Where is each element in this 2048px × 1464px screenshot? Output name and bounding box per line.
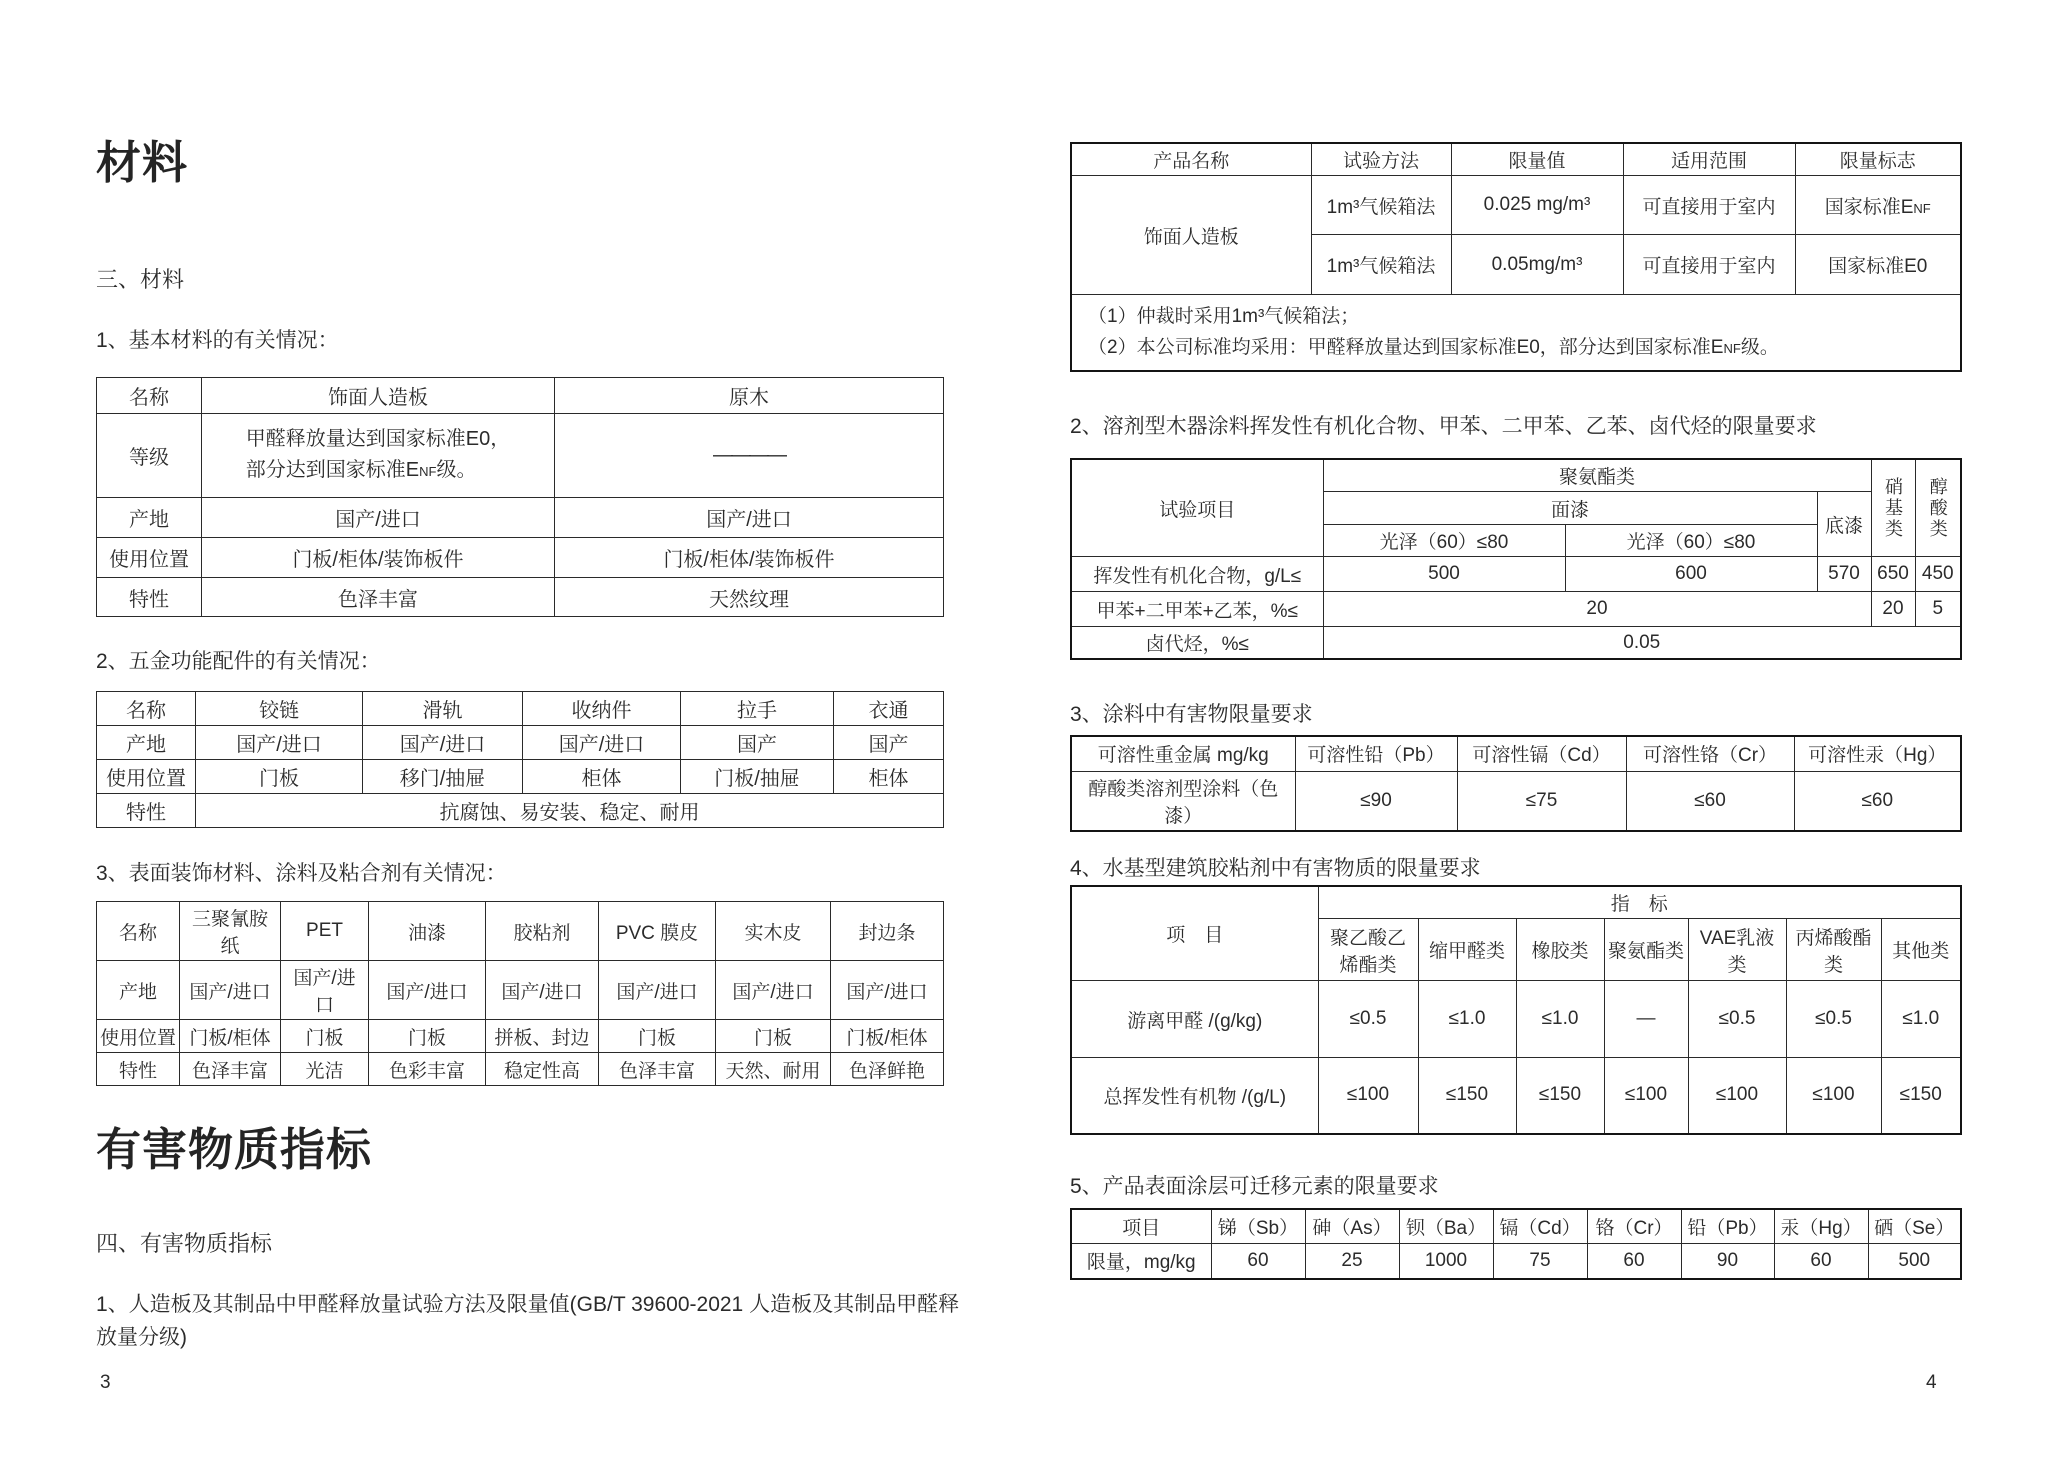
note-1-text: （1）仲裁时采用1m³气候箱法； [1088,306,1360,327]
table-cell: 聚乙酸乙烯酯类 [1318,919,1418,981]
table-cell: 项 目 [1071,886,1318,981]
table-cell: 底漆 [1817,492,1871,557]
table-cell: 25 [1305,1243,1399,1279]
table-cell: 0.025 mg/m³ [1451,176,1623,235]
table-row [1071,981,1961,1058]
table-cell: 可溶性重金属 mg/kg [1071,736,1295,771]
table-cell: 特性 [97,1053,180,1086]
table-cell: 门板 [716,1020,831,1053]
table-row [97,794,944,828]
table-cell: 砷（As） [1305,1209,1399,1243]
table-cell: 三聚氰胺纸 [180,902,281,961]
mark-text: 国家标准E [1824,196,1914,218]
grade-line2: 部分达到国家标准E [245,459,420,481]
table-cell: 0.05 [1323,627,1961,660]
table-cell: 聚氨酯类 [1604,919,1688,981]
table-cell: 限量标志 [1795,143,1961,176]
table-cell: 使用位置 [97,760,196,794]
table-row [1071,736,1961,771]
table-cell: 门板/柜体 [831,1020,944,1053]
page-number-right: 4 [1926,1372,1937,1393]
table-cell: ≤1.0 [1881,981,1961,1058]
table-cell: 国产/进口 [486,961,599,1020]
table-cell: 柜体 [834,760,944,794]
paragraph-formaldehyde-standard: 1、人造板及其制品中甲醛释放量试验方法及限量值(GB/T 39600-2021 人造板及其制品甲醛释放量分级) [96,1293,960,1349]
item-heading-solvent-voc: 2、溶剂型木器涂料挥发性有机化合物、甲苯、二甲苯、乙苯、卤代烃的限量要求 [1070,415,1817,438]
table-cell: 产地 [97,498,202,538]
table-cell: 汞（Hg） [1774,1209,1868,1243]
grade-line2-end: 级。 [436,459,477,481]
table-cell: 封边条 [831,902,944,961]
formaldehyde-limit-table [1070,142,1962,372]
table-row [1071,295,1961,372]
table-cell: 60 [1587,1243,1681,1279]
table-cell: 硒（Se） [1868,1209,1961,1243]
table-cell: 色泽丰富 [599,1053,716,1086]
table-cell: 挥发性有机化合物，g/L≤ [1071,557,1323,592]
table-row [97,760,944,794]
table-cell: ≤75 [1457,771,1626,831]
table-cell: 可溶性镉（Cd） [1457,736,1626,771]
table-cell [1871,459,1915,557]
table-cell: 饰面人造板 [1071,176,1311,295]
table-cell: 饰面人造板 [202,378,555,414]
table-cell: ≤60 [1794,771,1961,831]
table-row [97,902,944,961]
dash-placeholder: ———— [713,444,785,466]
table-cell: 国产/进口 [202,498,555,538]
table-cell: 限量，mg/kg [1071,1243,1211,1279]
table-cell: ≤150 [1418,1058,1516,1134]
item-heading-adhesive: 4、水基型建筑胶粘剂中有害物质的限量要求 [1070,857,1481,880]
table-cell: 门板 [369,1020,486,1053]
table-cell: 光洁 [281,1053,369,1086]
table-cell: ≤1.0 [1516,981,1604,1058]
table-cell: ≤90 [1295,771,1457,831]
table-row [97,961,944,1020]
table-cell: 移门/抽屉 [363,760,523,794]
table-cell: 等级 [97,414,202,498]
table-row [97,498,944,538]
table-cell: PET [281,902,369,961]
table-cell: 产品名称 [1071,143,1311,176]
table-row [1071,1058,1961,1134]
page-title-materials: 材料 [96,137,189,188]
item-heading-coating-limits: 3、涂料中有害物限量要求 [1070,703,1313,726]
table-row [1071,886,1961,919]
table-cell: 名称 [97,902,180,961]
mark-subscript: NF [1913,200,1931,216]
table-cell: 其他类 [1881,919,1961,981]
table-cell: 国产/进口 [716,961,831,1020]
table-cell: 门板/柜体 [180,1020,281,1053]
table-cell: 产地 [97,961,180,1020]
table-cell [1915,459,1961,557]
table-row [1071,592,1961,627]
table-cell: 500 [1323,557,1565,592]
table-cell: 75 [1493,1243,1587,1279]
table-cell: 拉手 [681,692,834,726]
table-cell: 实木皮 [716,902,831,961]
table-cell: 可直接用于室内 [1623,176,1795,235]
table-cell: 门板/柜体/装饰板件 [555,538,944,578]
table-cell [202,414,555,498]
grade-line1: 甲醛释放量达到国家标准E0， [245,428,511,450]
note-2-end: 级。 [1740,337,1779,358]
table-row [97,692,944,726]
table-cell: 1000 [1399,1243,1493,1279]
table-cell: 铬（Cr） [1587,1209,1681,1243]
note-2-subscript: NF [1723,341,1741,356]
page-number-left: 3 [100,1372,111,1393]
table-cell: 使用位置 [97,1020,180,1053]
element-limit-table [1070,1208,1962,1280]
table-cell: ≤0.5 [1688,981,1786,1058]
table-cell: 项目 [1071,1209,1211,1243]
note-2-text: （2）本公司标准均采用：甲醛释放量达到国家标准E0，部分达到国家标准E [1088,337,1724,358]
table-cell: 国产/进口 [363,726,523,760]
table-cell: 570 [1817,557,1871,592]
table-cell: 国产/进口 [196,726,363,760]
vertical-label-nitro: 硝基类 [1883,476,1903,540]
table-cell: 柜体 [523,760,681,794]
table-cell: ≤150 [1516,1058,1604,1134]
item-heading-hardware: 2、五金功能配件的有关情况： [96,650,381,673]
table-row [97,538,944,578]
table-cell: 国产 [681,726,834,760]
table-cell: 可溶性铬（Cr） [1626,736,1794,771]
grade-subscript: NF [419,464,437,479]
table-cell: 铰链 [196,692,363,726]
table-cell: 天然纹理 [555,578,944,617]
table-cell: ≤100 [1318,1058,1418,1134]
table-row [1071,176,1961,235]
hardware-table [96,691,944,828]
table-cell: ≤150 [1881,1058,1961,1134]
table-cell: 胶粘剂 [486,902,599,961]
table-cell: 5 [1915,592,1961,627]
table-cell: 门板 [281,1020,369,1053]
table-cell: 门板 [599,1020,716,1053]
table-cell: 60 [1211,1243,1305,1279]
table-cell: 缩甲醛类 [1418,919,1516,981]
table-cell: 色泽鲜艳 [831,1053,944,1086]
table-cell: 国产/进口 [523,726,681,760]
table-cell: 油漆 [369,902,486,961]
table-cell: 面漆 [1323,492,1817,525]
table-row [1071,627,1961,660]
table-cell [1795,176,1961,235]
table-cell: 可溶性汞（Hg） [1794,736,1961,771]
table-cell: 500 [1868,1243,1961,1279]
table-notes-cell [1071,295,1961,372]
vertical-label-alkyd: 醇酸类 [1927,476,1948,540]
page-title-harmful-substances: 有害物质指标 [96,1124,373,1175]
table-cell: 收纳件 [523,692,681,726]
table-cell: 0.05mg/m³ [1451,235,1623,295]
table-cell: 指 标 [1318,886,1961,919]
table-cell: 色彩丰富 [369,1053,486,1086]
table-row [1071,143,1961,176]
table-cell: 限量值 [1451,143,1623,176]
table-cell: 国家标准E0 [1795,235,1961,295]
table-cell: 试验方法 [1311,143,1451,176]
table-cell: ≤100 [1688,1058,1786,1134]
table-cell: PVC 膜皮 [599,902,716,961]
table-cell: 色泽丰富 [180,1053,281,1086]
item-heading-migratable-elements: 5、产品表面涂层可迁移元素的限量要求 [1070,1175,1439,1198]
table-cell: 门板/柜体/装饰板件 [202,538,555,578]
table-cell [555,414,944,498]
table-cell: 天然、耐用 [716,1053,831,1086]
section-heading-materials: 三、材料 [96,267,185,292]
table-cell: 450 [1915,557,1961,592]
table-cell: 抗腐蚀、易安装、稳定、耐用 [196,794,944,828]
table-cell: 拼板、封边 [486,1020,599,1053]
table-cell: 60 [1774,1243,1868,1279]
basic-materials-table [96,377,944,617]
item-heading-basic-materials: 1、基本材料的有关情况： [96,329,339,352]
table-row [1071,557,1961,592]
table-cell: ≤100 [1604,1058,1688,1134]
table-cell: 适用范围 [1623,143,1795,176]
note-line-2 [1088,332,1950,364]
table-cell: 游离甲醛 /(g/kg) [1071,981,1318,1058]
table-row [97,414,944,498]
table-row [97,1053,944,1086]
table-cell: 醇酸类溶剂型涂料（色漆） [1071,771,1295,831]
note-line-1 [1088,301,1950,332]
grade-text [246,424,510,487]
adhesive-table [1070,885,1962,1135]
table-cell: 可溶性铅（Pb） [1295,736,1457,771]
table-cell: 稳定性高 [486,1053,599,1086]
table-cell: 使用位置 [97,538,202,578]
table-cell: 特性 [97,794,196,828]
section-heading-harmful: 四、有害物质指标 [96,1231,273,1256]
table-cell: 20 [1323,592,1871,627]
table-cell: 原木 [555,378,944,414]
table-row [97,378,944,414]
table-cell: 光泽（60）≤80 [1565,525,1817,557]
table-cell: 门板 [196,760,363,794]
table-cell: 光泽（60）≤80 [1323,525,1565,557]
table-cell: 铅（Pb） [1681,1209,1774,1243]
table-row [97,578,944,617]
table-cell: 钡（Ba） [1399,1209,1493,1243]
table-cell: 可直接用于室内 [1623,235,1795,295]
table-cell: VAE乳液类 [1688,919,1786,981]
table-row [1071,459,1961,492]
table-cell: 聚氨酯类 [1323,459,1871,492]
table-cell: 甲苯+二甲苯+乙苯，%≤ [1071,592,1323,627]
table-cell: ≤60 [1626,771,1794,831]
table-cell: 国产/进口 [281,961,369,1020]
surface-materials-table [96,901,944,1086]
table-cell: 国产/进口 [555,498,944,538]
item-heading-surface: 3、表面装饰材料、涂料及粘合剂有关情况： [96,862,507,885]
table-cell: 1m³气候箱法 [1311,176,1451,235]
table-cell: 名称 [97,692,196,726]
table-cell: 卤代烃，%≤ [1071,627,1323,660]
table-cell: 国产/进口 [369,961,486,1020]
table-cell: 650 [1871,557,1915,592]
table-cell: ≤0.5 [1318,981,1418,1058]
table-cell: 600 [1565,557,1817,592]
table-row [1071,1243,1961,1279]
table-cell: 90 [1681,1243,1774,1279]
table-cell: 国产/进口 [180,961,281,1020]
table-cell: 1m³气候箱法 [1311,235,1451,295]
table-cell: 国产/进口 [599,961,716,1020]
table-cell: 色泽丰富 [202,578,555,617]
table-cell: ≤100 [1786,1058,1881,1134]
table-row [1071,1209,1961,1243]
table-row [1071,771,1961,831]
table-cell: — [1604,981,1688,1058]
table-cell: 国产 [834,726,944,760]
table-cell: 国产/进口 [831,961,944,1020]
table-cell: 镉（Cd） [1493,1209,1587,1243]
table-cell: 试验项目 [1071,459,1323,557]
table-cell: 总挥发性有机物 /(g/L) [1071,1058,1318,1134]
table-cell: 特性 [97,578,202,617]
table-cell: 产地 [97,726,196,760]
table-cell: 衣通 [834,692,944,726]
table-cell: 滑轨 [363,692,523,726]
table-cell: 门板/抽屉 [681,760,834,794]
table-cell: ≤1.0 [1418,981,1516,1058]
voc-limit-table [1070,458,1962,660]
table-cell: 橡胶类 [1516,919,1604,981]
table-row [97,1020,944,1053]
table-cell: 20 [1871,592,1915,627]
table-cell: 锑（Sb） [1211,1209,1305,1243]
heavy-metal-table [1070,735,1962,832]
table-row [97,726,944,760]
table-cell: 名称 [97,378,202,414]
table-cell: ≤0.5 [1786,981,1881,1058]
table-cell: 丙烯酸酯类 [1786,919,1881,981]
